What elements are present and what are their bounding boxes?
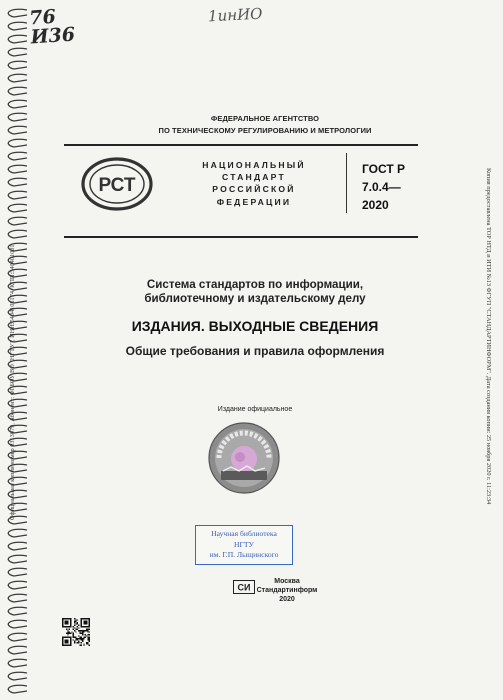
qr-module [86,643,87,644]
qr-module [75,637,76,638]
gost-designation-line2: 7.0.4— [362,180,401,194]
spiral-coil [8,529,27,537]
official-edition-label: Издание официальное [217,406,293,413]
publisher-name: Стандартинформ [256,587,318,594]
standards-system-line1: Система стандартов по информации, [146,278,364,291]
qr-module [83,637,84,638]
spiral-coil [8,48,27,56]
qr-module [87,637,88,638]
standard-type-line2: СТАНДАРТ [222,172,286,182]
spiral-coil [8,178,27,186]
qr-module [73,633,74,634]
qr-module [85,637,86,638]
spiral-coil [8,672,27,680]
svg-text:СИ: СИ [237,582,251,593]
handwritten-code: И36 [29,23,76,49]
qr-module [83,621,87,625]
spiral-coil [8,191,27,199]
qr-module [67,630,68,631]
header-divider-top [64,144,418,146]
library-stamp-line1: Научная библиотека [211,529,277,538]
qr-module [77,642,78,643]
qr-module [85,634,86,635]
qr-module [74,625,75,626]
qr-module [87,629,88,630]
spiral-coil [8,633,27,641]
qr-module [81,639,82,640]
gost-designation-line3: 2020 [362,198,389,212]
spiral-coil [8,607,27,615]
spiral-coil [8,542,27,550]
qr-module [65,621,69,625]
agency-name-line2: ПО ТЕХНИЧЕСКОМУ РЕГУЛИРОВАНИЮ И МЕТРОЛОГИИ [158,126,372,135]
spiral-coil [8,126,27,134]
qr-module [86,642,87,643]
qr-module [87,630,88,631]
qr-module [74,618,75,619]
qr-module [65,639,69,643]
qr-module [82,641,83,642]
spiral-coil [8,165,27,173]
spiral-coil [8,620,27,628]
standard-type-line3: РОССИЙСКОЙ [212,184,296,194]
qr-module [69,633,70,634]
qr-module [73,629,74,630]
qr-module [79,633,80,634]
qr-module [78,642,79,643]
publisher-city: Москва [274,578,300,585]
qr-module [66,629,67,630]
qr-module [79,631,80,632]
library-stamp [195,525,293,565]
qr-module [81,633,82,634]
agency-name-line1: ФЕДЕРАЛЬНОЕ АГЕНТСТВО [210,114,320,123]
qr-module [75,638,76,639]
spiral-coil [8,9,27,17]
qr-module [83,631,84,632]
qr-module [69,629,70,630]
standard-type-line1: НАЦИОНАЛЬНЫЙ [202,160,306,170]
gost-designation-line1: ГОСТ Р [362,162,406,176]
spiral-coil [8,646,27,654]
qr-module [75,621,76,622]
spiral-coil [8,113,27,121]
handwritten-number: 76 [28,5,57,30]
qr-module [81,638,82,639]
qr-module [81,642,82,643]
qr-module [75,619,76,620]
qr-module [89,634,90,635]
qr-module [77,619,78,620]
qr-module [74,627,75,628]
header-divider-bottom [64,236,418,238]
qr-module [89,631,90,632]
qr-module [77,626,78,627]
library-stamp-line3: им. Г.П. Лыщинского [209,550,279,560]
qr-module [89,645,90,646]
qr-module [77,629,78,630]
qr-module [78,638,79,639]
qr-module [82,634,83,635]
qr-module [79,638,80,639]
qr-module [78,641,79,642]
spiral-coil [8,685,27,693]
qr-module [67,631,68,632]
qr-module [73,635,74,636]
spiral-coil [8,555,27,563]
qr-module [82,631,83,632]
spiral-coil [8,568,27,576]
qr-module [69,631,70,632]
qr-module [89,639,90,640]
qr-module [77,623,78,624]
qr-module [74,641,75,642]
qr-module [83,645,84,646]
qr-module [87,638,88,639]
qr-code-icon [62,618,90,646]
qr-module [78,625,79,626]
main-title: ИЗДАНИЯ. ВЫХОДНЫЕ СВЕДЕНИЯ [131,318,379,334]
spiral-coil [8,87,27,95]
official-copy-note: Официальная копия номер 0313079, Абонент: ФГБОУ ВО "НГТУ", ИНН:5404105174, КПП:540401001 [9,244,16,520]
spiral-coil [8,35,27,43]
qr-module [77,639,78,640]
qr-module [85,630,86,631]
handwritten-note: 1инИО [207,4,263,26]
standards-system-line2: библиотечному и издательскому делу [144,292,366,305]
qr-module [82,638,83,639]
qr-module [78,630,79,631]
qr-module [86,635,87,636]
spiral-coil [8,61,27,69]
publication-year: 2020 [279,596,295,603]
qr-module [87,634,88,635]
copy-provided-note: Копия предоставлена ТОР НТД и ИТИ №13 ФГУП "СТАНДАРТИНФОРМ". Дата создания копии: 25 ноября 2020 г. 11:23:34 [485,168,492,505]
qr-module [79,630,80,631]
qr-module [81,630,82,631]
qr-module [82,633,83,634]
qr-module [78,635,79,636]
spiral-coil [8,230,27,238]
qr-module [87,631,88,632]
qr-module [75,631,76,632]
qr-module [73,634,74,635]
spiral-coil [8,74,27,82]
qr-module [83,643,84,644]
qr-module [66,633,67,634]
qr-module [70,633,71,634]
spiral-coil [8,217,27,225]
spiral-coil [8,659,27,667]
qr-module [83,638,84,639]
subtitle: Общие требования и правила оформления [125,344,385,358]
qr-module [89,629,90,630]
library-seal-stamp [207,421,281,495]
qr-module [89,638,90,639]
qr-module [87,639,88,640]
qr-module [89,637,90,638]
qr-module [83,630,84,631]
qr-module [86,629,87,630]
spiral-coil [8,594,27,602]
qr-module [74,630,75,631]
qr-module [79,645,80,646]
qr-module [82,639,83,640]
qr-module [73,639,74,640]
qr-module [89,641,90,642]
qr-module [75,623,76,624]
spiral-coil [8,581,27,589]
handwritten-shelf-mark [29,6,76,47]
spiral-coil [8,152,27,160]
qr-module [74,621,75,622]
qr-module [78,627,79,628]
qr-module [87,643,88,644]
qr-module [75,629,76,630]
rst-logo-icon [80,156,154,212]
qr-module [71,631,72,632]
qr-module [82,630,83,631]
spiral-coil [8,100,27,108]
spiral-coil [8,22,27,30]
qr-module [67,633,68,634]
qr-module [81,637,82,638]
qr-module [79,637,80,638]
qr-module [74,637,75,638]
logo-letters: РСТ [98,175,136,196]
qr-module [86,630,87,631]
standard-type-line4: ФЕДЕРАЦИИ [216,197,292,207]
qr-module [73,637,74,638]
library-stamp-line2: НГТУ [234,539,254,549]
qr-module [77,622,78,623]
qr-module [74,642,75,643]
qr-module [81,645,82,646]
qr-module [74,622,75,623]
qr-module [67,634,68,635]
header-vertical-divider [346,153,347,213]
spiral-coil [8,139,27,147]
qr-module [87,642,88,643]
qr-module [75,639,76,640]
qr-module [73,626,74,627]
spiral-coil [8,204,27,212]
qr-module [77,638,78,639]
